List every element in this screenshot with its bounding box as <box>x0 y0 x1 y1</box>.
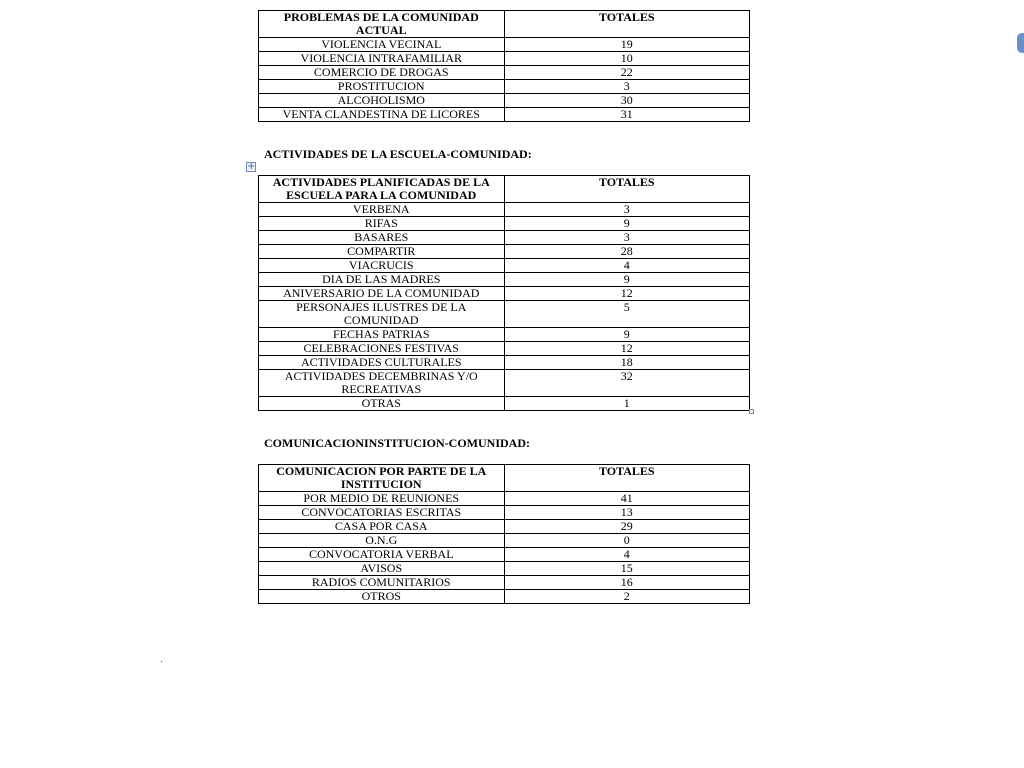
table-row <box>259 66 750 80</box>
cell-label[interactable]: ANIVERSARIO DE LA COMUNIDAD <box>259 287 505 301</box>
cell-label[interactable]: OTRAS <box>259 397 505 411</box>
table-actividades <box>258 175 750 411</box>
cell-label[interactable]: AVISOS <box>259 562 505 576</box>
cell-total[interactable]: 15 <box>504 562 750 576</box>
cell-total[interactable]: 9 <box>504 273 750 287</box>
table-header-row <box>259 11 750 38</box>
table-row <box>259 108 750 122</box>
cell-total[interactable]: 12 <box>504 342 750 356</box>
table-row <box>259 506 750 520</box>
cell-total[interactable]: 29 <box>504 520 750 534</box>
table-row <box>259 548 750 562</box>
cell-total[interactable]: 1 <box>504 397 750 411</box>
cell-label[interactable]: VIOLENCIA INTRAFAMILIAR <box>259 52 505 66</box>
table-row <box>259 520 750 534</box>
cell-total[interactable]: 30 <box>504 94 750 108</box>
cell-label[interactable]: ALCOHOLISMO <box>259 94 505 108</box>
table-row <box>259 590 750 604</box>
move-handle-icon[interactable]: + <box>247 161 256 172</box>
table-row <box>259 356 750 370</box>
cell-label[interactable]: CELEBRACIONES FESTIVAS <box>259 342 505 356</box>
table-row <box>259 342 750 356</box>
cell-total[interactable]: 22 <box>504 66 750 80</box>
cell-total[interactable]: 13 <box>504 506 750 520</box>
table-row <box>259 534 750 548</box>
table-row <box>259 273 750 287</box>
cell-total[interactable]: 18 <box>504 356 750 370</box>
cell-total[interactable]: 10 <box>504 52 750 66</box>
table-row <box>259 492 750 506</box>
cell-label[interactable]: DIA DE LAS MADRES <box>259 273 505 287</box>
cell-label[interactable]: ACTIVIDADES DECEMBRINAS Y/O RECREATIVAS <box>259 370 505 397</box>
cell-label[interactable]: CONVOCATORIAS ESCRITAS <box>259 506 505 520</box>
cell-total[interactable]: 12 <box>504 287 750 301</box>
column-header-actividades: ACTIVIDADES PLANIFICADAS DE LA ESCUELA PARA LA COMUNIDAD <box>259 176 505 203</box>
resize-handle-icon[interactable] <box>749 409 754 414</box>
cell-label[interactable]: VIOLENCIA VECINAL <box>259 38 505 52</box>
cell-total[interactable]: 41 <box>504 492 750 506</box>
cell-label[interactable]: POR MEDIO DE REUNIONES <box>259 492 505 506</box>
cell-total[interactable]: 5 <box>504 301 750 328</box>
cell-total[interactable]: 31 <box>504 108 750 122</box>
cell-total[interactable]: 28 <box>504 245 750 259</box>
table-header-row <box>259 465 750 492</box>
scroll-tab-icon[interactable] <box>1017 33 1024 53</box>
table-row <box>259 301 750 328</box>
cell-total[interactable]: 16 <box>504 576 750 590</box>
stray-mark <box>161 661 162 662</box>
cell-label[interactable]: PERSONAJES ILUSTRES DE LA COMUNIDAD <box>259 301 505 328</box>
cell-label[interactable]: ACTIVIDADES CULTURALES <box>259 356 505 370</box>
column-header-totales: TOTALES <box>504 465 750 492</box>
table-row <box>259 52 750 66</box>
cell-label[interactable]: CONVOCATORIA VERBAL <box>259 548 505 562</box>
table-row <box>259 245 750 259</box>
cell-label[interactable]: VIACRUCIS <box>259 259 505 273</box>
cell-label[interactable]: O.N.G <box>259 534 505 548</box>
section-title-actividades: ACTIVIDADES DE LA ESCUELA-COMUNIDAD: <box>264 147 532 161</box>
table-row <box>259 576 750 590</box>
cell-label[interactable]: VERBENA <box>259 203 505 217</box>
table-comunicacion <box>258 464 750 604</box>
column-header-comunicacion: COMUNICACION POR PARTE DE LA INSTITUCION <box>259 465 505 492</box>
cell-label[interactable]: RADIOS COMUNITARIOS <box>259 576 505 590</box>
section-title-comunicacion: COMUNICACIONINSTITUCION-COMUNIDAD: <box>264 436 531 450</box>
cell-total[interactable]: 32 <box>504 370 750 397</box>
table-row <box>259 328 750 342</box>
cell-label[interactable]: OTROS <box>259 590 505 604</box>
cell-total[interactable]: 4 <box>504 548 750 562</box>
cell-label[interactable]: COMPARTIR <box>259 245 505 259</box>
cell-label[interactable]: BASARES <box>259 231 505 245</box>
cell-total[interactable]: 0 <box>504 534 750 548</box>
table-header-row <box>259 176 750 203</box>
cell-total[interactable]: 9 <box>504 328 750 342</box>
cell-label[interactable]: RIFAS <box>259 217 505 231</box>
table-row <box>259 287 750 301</box>
column-header-problemas: PROBLEMAS DE LA COMUNIDAD ACTUAL <box>259 11 505 38</box>
table-row <box>259 38 750 52</box>
cell-total[interactable]: 3 <box>504 231 750 245</box>
cell-label[interactable]: FECHAS PATRIAS <box>259 328 505 342</box>
table-row <box>259 231 750 245</box>
cell-total[interactable]: 9 <box>504 217 750 231</box>
table-row <box>259 203 750 217</box>
cell-label[interactable]: VENTA CLANDESTINA DE LICORES <box>259 108 505 122</box>
table-row <box>259 259 750 273</box>
table-row <box>259 370 750 397</box>
table-problemas-comunidad <box>258 10 750 122</box>
cell-total[interactable]: 3 <box>504 80 750 94</box>
column-header-totales: TOTALES <box>504 176 750 203</box>
table-row <box>259 397 750 411</box>
table-row <box>259 217 750 231</box>
cell-total[interactable]: 3 <box>504 203 750 217</box>
cell-total[interactable]: 4 <box>504 259 750 273</box>
cell-total[interactable]: 19 <box>504 38 750 52</box>
cell-label[interactable]: PROSTITUCION <box>259 80 505 94</box>
cell-total[interactable]: 2 <box>504 590 750 604</box>
cell-label[interactable]: COMERCIO DE DROGAS <box>259 66 505 80</box>
cell-label[interactable]: CASA POR CASA <box>259 520 505 534</box>
table-row <box>259 80 750 94</box>
table-row <box>259 562 750 576</box>
column-header-totales: TOTALES <box>504 11 750 38</box>
table-row <box>259 94 750 108</box>
